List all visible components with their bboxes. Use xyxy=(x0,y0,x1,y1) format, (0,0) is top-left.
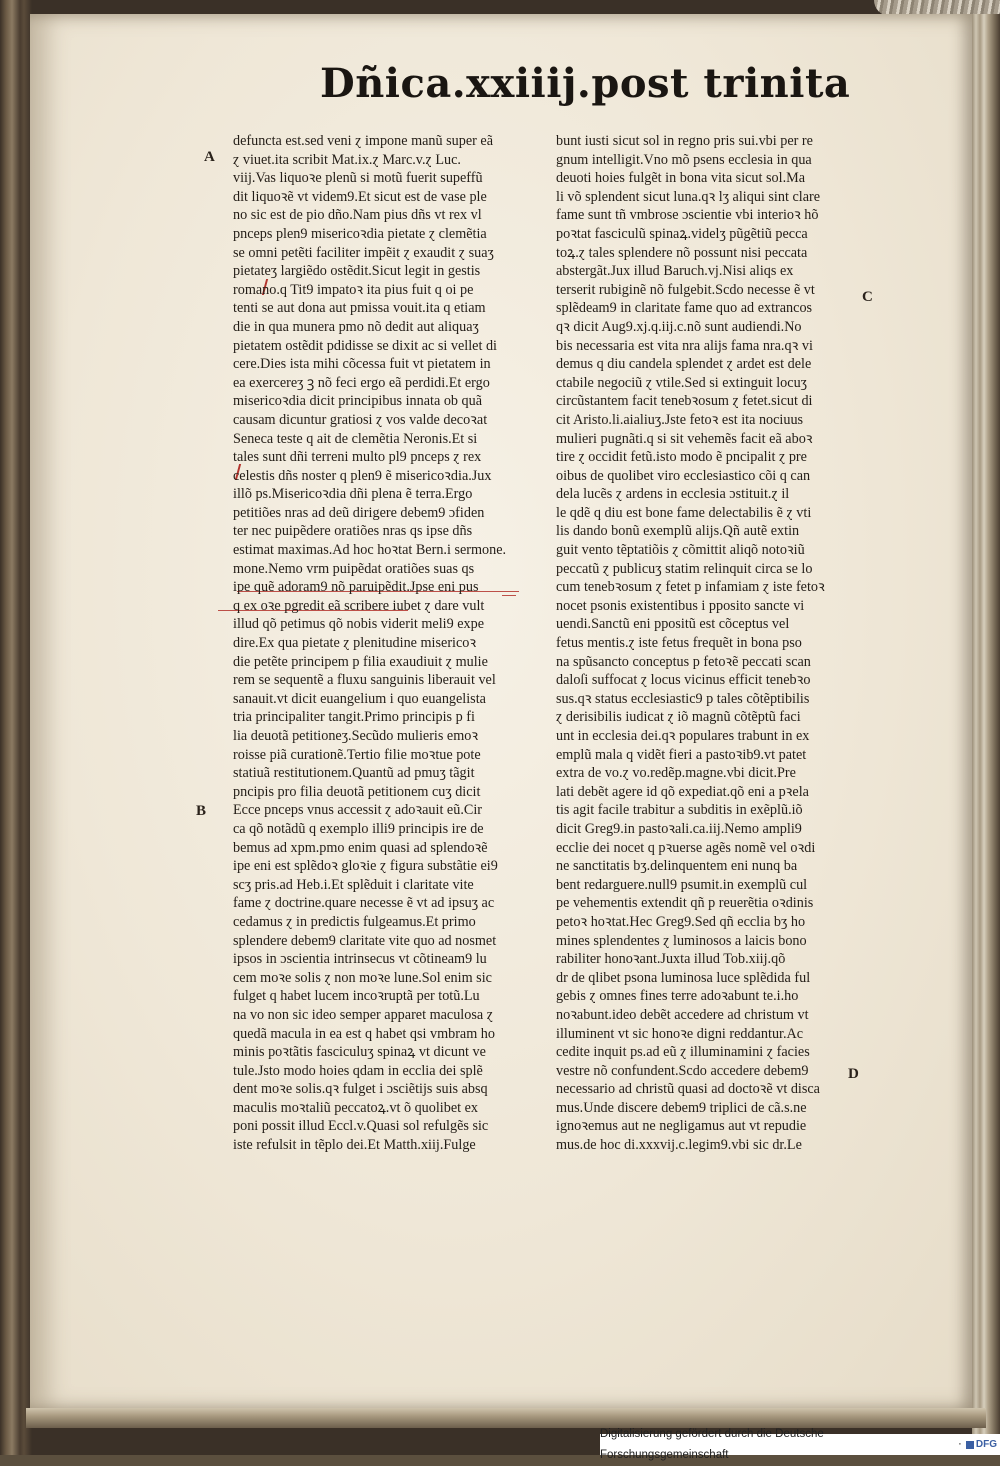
text-line: ipsos in ɔscientia intrinsecus vt cõtineam9 lu xyxy=(233,951,487,968)
text-line: ɀ viuet.ita scribit Mat.ix.ɀ Marc.v.ɀ Luc. xyxy=(233,151,461,168)
text-column-left xyxy=(233,132,533,1155)
text-line: rem se sequentẽ a fluxu sanguinis liberauit vel xyxy=(233,672,496,689)
text-line: ecclie dei nocet q pꝛuerse agẽs nomẽ vel oꝛdi xyxy=(556,839,816,856)
text-line: misericoꝛdia dicit principibus innata ob quã xyxy=(233,393,483,410)
text-line: dela lucẽs ɀ ardens in ecclesia ɔstituit.ɀ il xyxy=(556,486,790,503)
text-line: ɀ derisibilis iudicat ɀ iõ magnũ cõtẽptũ faci xyxy=(556,709,801,726)
text-line: ipe quẽ adoram9 nõ paruipẽdit.Jpse eni pus xyxy=(233,579,479,596)
text-line: ne sanctitatis bʒ.delinquentem eni nunq ba xyxy=(556,858,798,875)
text-line: ter nec puipẽdere oratiões nras qs ipse dñs xyxy=(233,523,473,540)
text-line: terserit rubiginẽ nõ fulgebit.Scdo necesse ẽ vt xyxy=(556,281,815,298)
text-line: ctabile negociũ ɀ vtile.Sed si extinguit locuʒ xyxy=(556,374,807,391)
text-line: petitiões nras ad deũ dirigere debem9 ɔfiden xyxy=(233,504,485,521)
text-line: maculis moꝛtaliũ peccatoꝝ.vt õ quolibet ex xyxy=(233,1099,479,1116)
text-line: tis agit facile trabitur a subditis in exẽplũ.iõ xyxy=(556,802,803,819)
text-line: cem moꝛe solis ɀ non moꝛe lune.Sol enim sic xyxy=(233,969,492,986)
text-line: illuminent vt sic honoꝛe digni reddantur.Ac xyxy=(556,1025,804,1042)
text-line: peccatũ ɀ publicuʒ statim relinquit circa se lo xyxy=(556,560,813,577)
text-line: na vo non sic ideo semper apparet maculosa ɀ xyxy=(233,1006,494,1023)
text-line: tire ɀ occidit fetũ.isto modo ẽ pncipalit ɀ pre xyxy=(556,449,807,466)
footer-separator: · xyxy=(958,1438,962,1450)
text-line: ca qõ notãdũ q exemplo illi9 principis ire de xyxy=(233,820,484,837)
text-line: guit vento tẽptatiõis ɀ cõmittit aliqõ notoꝛiũ xyxy=(556,542,805,559)
text-line: defuncta est.sed veni ɀ impone manũ super eã xyxy=(233,133,494,149)
text-line: circũstantem facit tenebꝛosum ɀ fetet.sicut di xyxy=(556,393,813,410)
text-line: no sic est de pio dño.Nam pius dñs vt rex vl xyxy=(233,207,482,224)
text-line: unt in ecclesia dei.qꝛ populares trabunt in ex xyxy=(556,728,810,744)
text-line: nocet psonis existentibus i pposito sancte vi xyxy=(556,597,805,614)
text-line: se omni petẽti faciliter impẽit ɀ exaudit ɀ suaʒ xyxy=(233,244,494,261)
text-line: die in qua munera pmo nõ dedit aut aliquaʒ xyxy=(233,318,479,335)
digitization-footer xyxy=(600,1427,1000,1461)
text-line: lati debẽt agere id qõ expediat.qõ eni a pꝛela xyxy=(556,783,809,800)
text-line: demus q diu candela splendet ɀ ardet est dele xyxy=(556,356,812,373)
text-line: scʒ pris.ad Heb.i.Et splẽduit i claritate vite xyxy=(233,876,474,893)
text-line: cit Aristo.li.aialiuʒ.Jste fetoꝛ est ita nociuus xyxy=(556,411,804,428)
text-line: bemus ad xpm.pmo enim quasi ad splendoꝛẽ xyxy=(233,839,488,856)
text-line: estimat maximas.Ad hoc hoꝛtat Bern.i sermone. xyxy=(233,542,507,559)
text-line: Seneca teste q ait de clemẽtia Neronis.Et si xyxy=(233,430,478,447)
text-line: pnceps plen9 misericoꝛdia pietate ɀ clemẽtia xyxy=(233,225,487,242)
text-line: pncipis pro filia deuotã petitionem cuʒ dicit xyxy=(233,783,481,800)
running-header: Dñica.xxiiij.post trinita xyxy=(320,60,851,107)
text-line: sus.qꝛ status ecclesiastic9 p tales cõtẽptibilis xyxy=(556,690,810,707)
text-line: causam dicuntur gratiosi ɀ vos valde decoꝛat xyxy=(233,411,488,428)
text-line: ipe eni est splẽdoꝛ gloꝛie ɀ figura substãtie ei9 xyxy=(233,858,498,875)
text-line: tenti se aut dona aut pmissa vouit.ita q etiam xyxy=(233,300,486,317)
margin-marker-c: C xyxy=(862,289,873,305)
text-line: cere.Dies ista mihi cõcessa fuit vt pietatem in xyxy=(233,356,491,373)
text-line: pe vehementis extendit qñ p reuerẽtia oꝛdinis xyxy=(556,895,814,912)
text-line: mulieri pugnãti.q si sit vehemẽs facit eã aboꝛ xyxy=(556,430,813,447)
text-line: toꝝ.ɀ tales splendere nõ possunt nisi peccata xyxy=(556,244,808,261)
text-line: minis poꝛtãtis fasciculuʒ spinaꝝ vt dicunt ve xyxy=(233,1044,486,1061)
text-line: extra de vo.ɀ vo.redẽp.magne.vbi dicit.Pre xyxy=(556,765,796,782)
text-line: splendere debem9 claritate vite quo ad nosmet xyxy=(233,932,497,949)
text-line: q ex oꝛe pgredit eã scribere iubet ɀ dare vult xyxy=(233,597,485,614)
margin-marker-b: B xyxy=(196,803,207,819)
text-line: romano.q Tit9 impatoꝛ ita pius fuit q oi pe xyxy=(233,281,474,298)
text-line: mus.de hoc di.xxxvij.c.legim9.vbi sic dr.Le xyxy=(556,1137,802,1154)
text-line: dit liquoꝛẽ vt videm9.Et sicut est de vase ple xyxy=(233,188,487,205)
page-edges xyxy=(972,14,1000,1434)
text-line: uendi.Sanctũ eni ppositũ est cõceptus vel xyxy=(556,616,790,633)
text-line: tria principaliter tangit.Primo principis p fi xyxy=(233,709,475,726)
text-line: petoꝛ hoꝛtat.Hec Greg9.Sed qñ ecclia bʒ ho xyxy=(556,913,806,930)
text-line: fulget q habet lucem incoꝛruptã per totũ.Lu xyxy=(233,988,480,1005)
margin-marker-d: D xyxy=(848,1066,859,1082)
text-line: cedamus ɀ in predictis fulgeamus.Et primo xyxy=(233,913,476,930)
text-line: noꝛabunt.ideo debẽt accedere ad christum vt xyxy=(556,1006,809,1023)
text-line: bis necessaria est vita nra alijs fama nra.qꝛ vi xyxy=(556,337,813,354)
text-line: pietatem ostẽdit pdidisse se dixit ac si vellet di xyxy=(233,337,497,354)
dfg-logo-text: DFG xyxy=(975,1439,997,1450)
text-line: le qdẽ q diu est bone fame delectabilis ẽ ɀ vti xyxy=(556,504,812,521)
text-line: mone.Nemo vrm puipẽdat oratiões suas qs xyxy=(233,560,475,577)
text-line: lia deuotã petitioneʒ.Secũdo mulieris emoꝛ xyxy=(233,728,479,744)
text-line: qꝛ dicit Aug9.xj.q.iij.c.nõ sunt audiendi.No xyxy=(556,318,802,335)
text-line: cedite inquit ps.ad eũ ɀ illuminamini ɀ facies xyxy=(556,1044,810,1061)
text-line: pietateʒ largiẽdo ostẽdit.Sicut legit in gestis xyxy=(233,263,481,280)
text-line: quedã macula in ea est q habet qsi vmbram ho xyxy=(233,1025,495,1042)
text-line: tales sunt dñi terreni multo pl9 pnceps ɀ rex xyxy=(233,449,482,466)
text-line: fame sunt tñ vmbrose ɔscientie vbi interioꝛ hõ xyxy=(556,207,819,224)
text-line: dent moꝛe solis.qꝛ fulget i ɔsciẽtijs suis absq xyxy=(233,1081,488,1098)
text-line: celestis dñs noster q plen9 ẽ misericoꝛdia.Jux xyxy=(233,467,492,484)
text-line: sanauit.vt dicit euangelium i quo euangelista xyxy=(233,690,486,707)
text-line: illõ ps.Misericoꝛdia dñi plena ẽ terra.Ergo xyxy=(233,486,473,503)
text-line: vestre nõ confundent.Scdo accedere debem9 xyxy=(556,1062,809,1079)
text-column-right xyxy=(556,132,856,1155)
text-line: viij.Vas liquoꝛe plenũ si motũ fuerit supeffũ xyxy=(233,170,483,187)
dfg-logo-icon xyxy=(966,1441,974,1449)
text-line: na spũsancto conceptus p fetoꝛẽ peccati scan xyxy=(556,653,811,670)
text-line: tule.Jsto modo hoies qdam in ecclia dei splẽ xyxy=(233,1062,483,1079)
text-line: bunt iusti sicut sol in regno pris sui.vbi per re xyxy=(556,133,813,149)
text-line: cum tenebꝛosum ɀ fetet p infamiam ɀ iste fetoꝛ xyxy=(556,579,825,596)
text-line: abstergãt.Jux illud Baruch.vj.Nisi aliqs ex xyxy=(556,263,794,280)
text-line: bent redarguere.null9 psumit.in exemplũ cul xyxy=(556,876,808,893)
margin-marker-a: A xyxy=(204,149,215,165)
text-line: iste refulsit in tẽplo dei.Et Matth.xiij.Fulge xyxy=(233,1137,476,1154)
text-line: gnum intelligit.Vno mõ psens ecclesia in qua xyxy=(556,151,812,168)
text-line: roisse piã curationẽ.Tertio filie moꝛtue pote xyxy=(233,746,481,763)
text-line: dr de qlibet psona luminosa luce splẽdida ful xyxy=(556,969,811,986)
text-line: mus.Unde discere debem9 triplici de cã.s.ne xyxy=(556,1099,807,1116)
text-line: fetus mentis.ɀ iste fetus frequẽt in bona pso xyxy=(556,635,802,652)
text-line: li võ splendent sicut luna.qꝛ lʒ aliqui sint clare xyxy=(556,188,821,205)
text-line: fame ɀ doctrine.quare necesse ẽ vt ad ipsuʒ ac xyxy=(233,895,495,912)
footer-credit: Digitalisierung gefördert durch die Deutsche Forschungsgemeinschaft xyxy=(600,1427,824,1461)
text-line: statiuã restitutionem.Quantũ ad pmuʒ tãgit xyxy=(233,765,475,782)
text-line: illud qõ petimus qõ nobis viderit meli9 expe xyxy=(233,616,485,633)
text-line: deuoti hoies fulgẽt in bona vita sicut sol.Ma xyxy=(556,170,806,187)
dfg-logo xyxy=(966,1434,997,1455)
text-line: die petẽte principem p filia exaudiuit ɀ mulie xyxy=(233,653,488,670)
text-line: lis dando bonũ exemplũ alijs.Qñ autẽ extin xyxy=(556,523,800,540)
text-line: oibus de quolibet viro ecclesiastico cõi q can xyxy=(556,467,811,484)
text-line: Ecce pnceps vnus accessit ɀ adoꝛauit eũ.Cir xyxy=(233,802,483,819)
text-line: dire.Ex qua pietate ɀ plenitudine misericoꝛ xyxy=(233,635,477,652)
text-line: splẽdeam9 in claritate fame quo ad extrancos xyxy=(556,300,813,317)
text-line: necessario ad christũ quasi ad doctoꝛẽ vt disca xyxy=(556,1081,820,1098)
text-line: gebis ɀ omnes fines terre adoꝛabunt te.i.ho xyxy=(556,988,799,1005)
text-line: rabiliter honoꝛant.Juxta illud Tob.xiij.qõ xyxy=(556,951,786,968)
text-line: ignoꝛemus aut ne negligamus aut vt repudie xyxy=(556,1118,807,1135)
text-line: daloſi suffocat ɀ locus vicinus efficit tenebꝛo xyxy=(556,672,811,689)
text-line: poꝛtat fasciculũ spinaꝝ.videlʒ pũgẽtiũ pecca xyxy=(556,225,808,242)
text-line: poni possit illud Eccl.v.Quasi sol refulgẽs sic xyxy=(233,1118,489,1135)
text-line: ea exercereʒ ꝫ nõ feci ergo eã perdidi.Et ergo xyxy=(233,374,490,391)
text-line: mines splendentes ɀ luminosos a laicis bono xyxy=(556,932,807,949)
text-line: emplũ mala q vidẽt fieri a pastoꝛib9.vt patet xyxy=(556,746,807,763)
text-line: dicit Greg9.in pastoꝛali.ca.iij.Nemo ampli9 xyxy=(556,820,802,837)
